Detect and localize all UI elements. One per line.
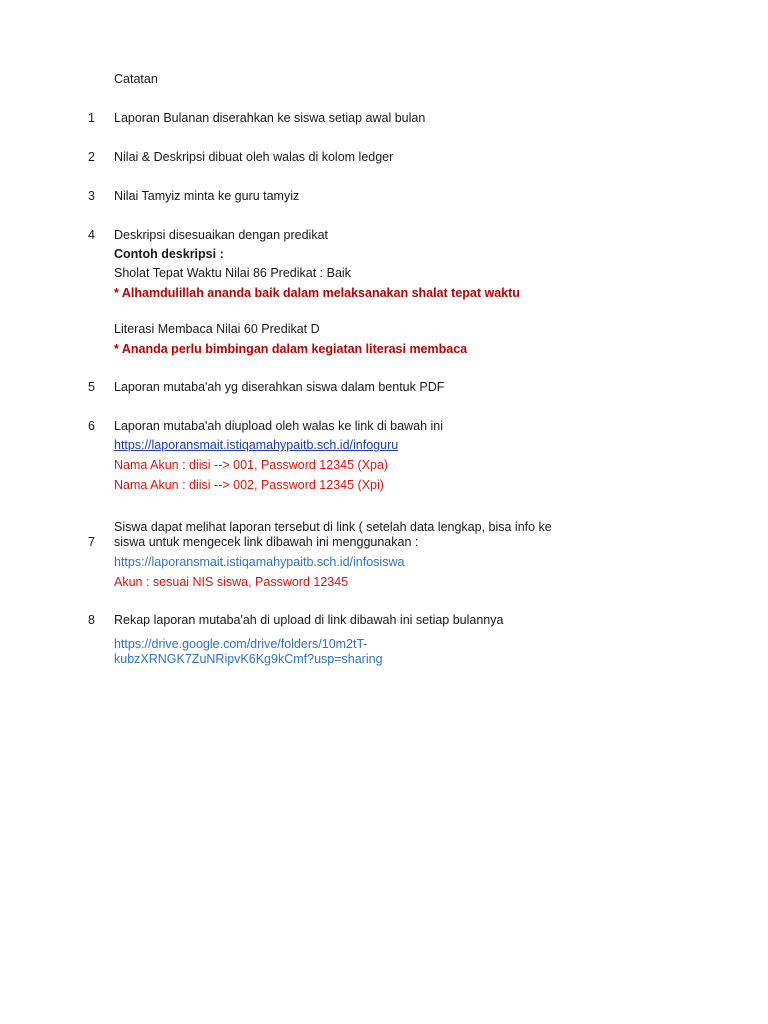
item-number-3: 3 (88, 189, 95, 203)
item-text-7-line-2: siswa untuk mengecek link dibawah ini menggunakan : (114, 535, 419, 549)
infosiswa-link[interactable]: https://laporansmait.istiqamahypaitb.sch.id/infosiswa (114, 555, 405, 569)
item-number-7: 7 (88, 535, 95, 549)
example-2-score: Literasi Membaca Nilai 60 Predikat D (114, 322, 320, 336)
item-number-5: 5 (88, 380, 95, 394)
item-text-8: Rekap laporan mutaba'ah di upload di link dibawah ini setiap bulannya (114, 613, 504, 627)
item-text-4: Deskripsi disesuaikan dengan predikat (114, 228, 329, 242)
infoguru-link[interactable]: https://laporansmait.istiqamahypaitb.sch.id/infoguru (114, 438, 399, 452)
item-number-4: 4 (88, 228, 95, 242)
account-info-xpa: Nama Akun : diisi --> 001, Password 12345 (Xpa) (114, 458, 389, 472)
example-heading: Contoh deskripsi : (114, 247, 224, 261)
example-1-description: * Alhamdulillah ananda baik dalam melaksanakan shalat tepat waktu (114, 286, 520, 300)
drive-link-line-1[interactable]: https://drive.google.com/drive/folders/10m2tT- (114, 637, 368, 651)
item-text-1: Laporan Bulanan diserahkan ke siswa setiap awal bulan (114, 111, 426, 125)
item-text-7-line-1: Siswa dapat melihat laporan tersebut di link ( setelah data lengkap, bisa info ke (114, 520, 552, 534)
document-title: Catatan (114, 72, 158, 86)
item-text-5: Laporan mutaba'ah yg diserahkan siswa dalam bentuk PDF (114, 380, 445, 394)
item-text-2: Nilai & Deskripsi dibuat oleh walas di kolom ledger (114, 150, 394, 164)
item-number-1: 1 (88, 111, 95, 125)
item-text-3: Nilai Tamyiz minta ke guru tamyiz (114, 189, 300, 203)
drive-link-line-2[interactable]: kubzXRNGK7ZuNRipvK6Kg9kCmf?usp=sharing (114, 652, 383, 666)
item-text-6: Laporan mutaba'ah diupload oleh walas ke link di bawah ini (114, 419, 443, 433)
example-2-description: * Ananda perlu bimbingan dalam kegiatan literasi membaca (114, 342, 468, 356)
student-account-info: Akun : sesuai NIS siswa, Password 12345 (114, 575, 349, 589)
item-number-6: 6 (88, 419, 95, 433)
account-info-xpi: Nama Akun : diisi --> 002, Password 12345 (Xpi) (114, 478, 384, 492)
example-1-score: Sholat Tepat Waktu Nilai 86 Predikat : Baik (114, 266, 351, 280)
item-number-8: 8 (88, 613, 95, 627)
item-number-2: 2 (88, 150, 95, 164)
